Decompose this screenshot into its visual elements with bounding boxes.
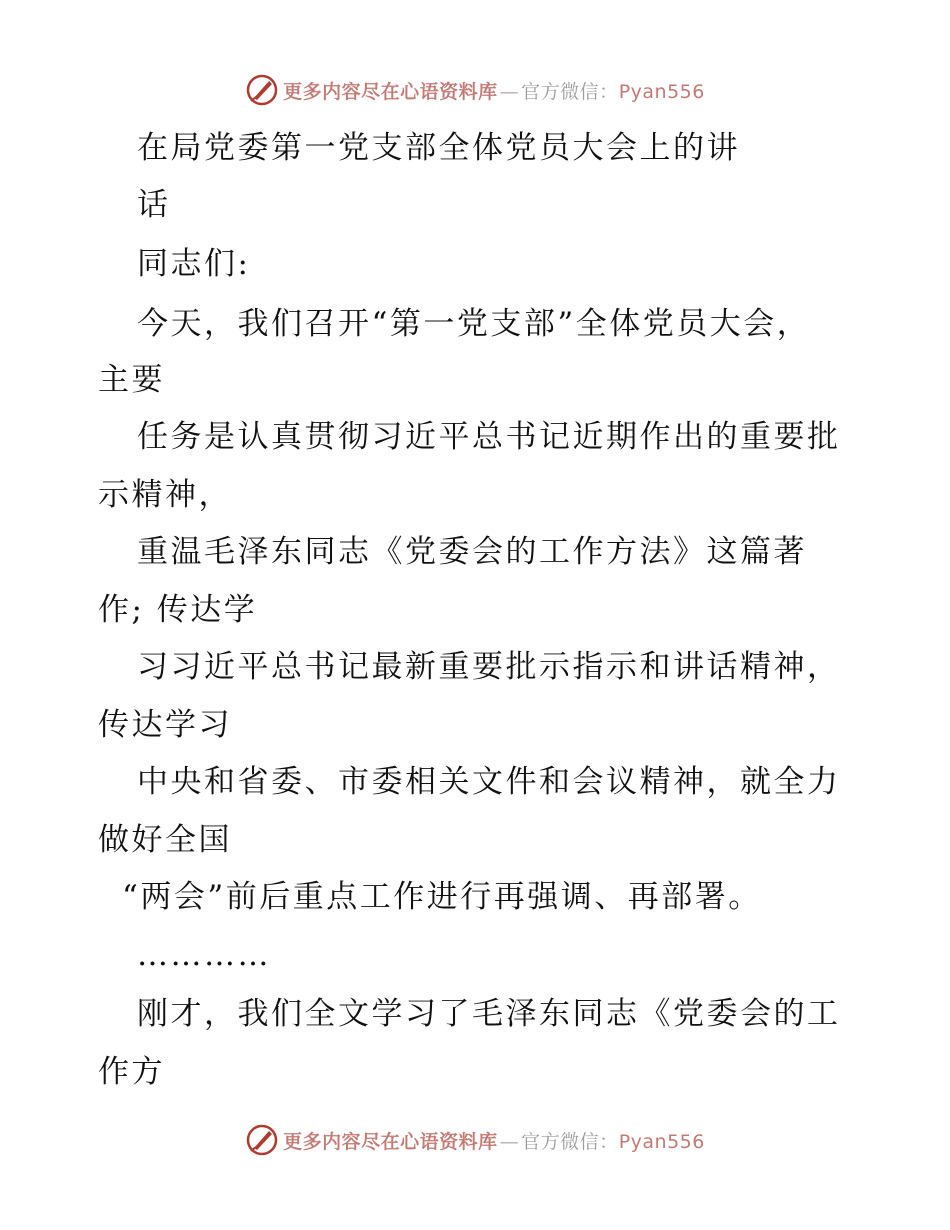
- watermark-text: [283, 77, 705, 104]
- watermark-site-text: 更多内容尽在心语资料库: [283, 80, 498, 103]
- watermark-wechat-id: Pyan556: [618, 80, 705, 103]
- doc-line: “两会”前后重点工作进行再强调、再部署。: [122, 879, 762, 915]
- doc-line: 示精神，: [98, 477, 232, 513]
- doc-line-greeting: 同志们:: [137, 246, 251, 282]
- doc-line: 传达学习: [98, 707, 232, 743]
- quill-pen-logo-icon: [245, 1123, 279, 1157]
- doc-line: 做好全国: [98, 822, 232, 858]
- doc-line-title-1: 在局党委第一党支部全体党员大会上的讲: [137, 130, 740, 166]
- watermark-wechat-label: 官方微信：: [521, 1130, 619, 1153]
- watermark-wechat-label: 官方微信：: [521, 80, 619, 103]
- watermark-site-text: 更多内容尽在心语资料库: [283, 1130, 498, 1153]
- doc-line: 重温毛泽东同志《党委会的工作方法》这篇著: [137, 534, 807, 570]
- doc-line: 习习近平总书记最新重要批示指示和讲话精神，: [137, 649, 841, 685]
- doc-line: 今天，我们召开“第一党支部”全体党员大会，: [137, 306, 811, 342]
- watermark-wechat-id: Pyan556: [618, 1130, 705, 1153]
- quill-pen-logo-icon: [245, 73, 279, 107]
- doc-line-ellipsis: …………: [137, 937, 271, 973]
- doc-line-title-2: 话: [137, 187, 171, 223]
- doc-line: 刚才，我们全文学习了毛泽东同志《党委会的工: [137, 996, 841, 1032]
- doc-line: 中央和省委、市委相关文件和会议精神，就全力: [137, 764, 841, 800]
- watermark-separator: —: [499, 80, 520, 103]
- watermark-separator: —: [499, 1130, 520, 1153]
- doc-line: 主要: [98, 362, 165, 398]
- doc-line: 任务是认真贯彻习近平总书记近期作出的重要批: [137, 419, 841, 455]
- watermark-banner-bottom: [0, 1120, 950, 1160]
- watermark-banner-top: [0, 70, 950, 110]
- watermark-text: [283, 1127, 705, 1154]
- doc-line: 作方: [98, 1054, 165, 1090]
- doc-line: 作; 传达学: [98, 592, 258, 628]
